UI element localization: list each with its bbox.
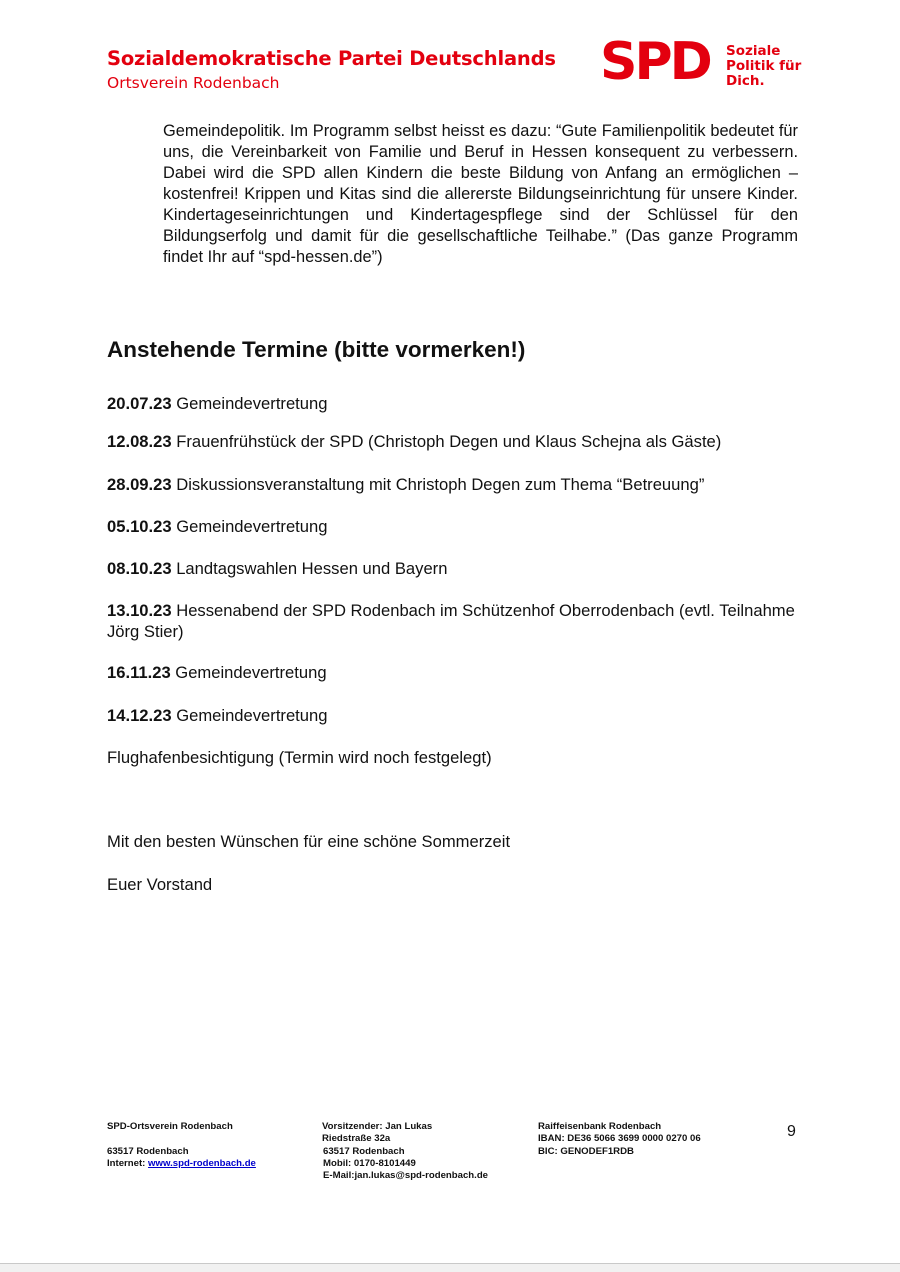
appointment-text: Gemeindevertretung bbox=[171, 517, 328, 536]
appointment-text: Gemeindevertretung bbox=[171, 394, 328, 413]
appointment-item bbox=[107, 474, 807, 495]
page-number: 9 bbox=[787, 1123, 796, 1140]
footer-org-city: 63517 Rodenbach bbox=[107, 1146, 189, 1157]
appointment-undated: Flughafenbesichtigung (Termin wird noch festgelegt) bbox=[107, 748, 492, 767]
appointment-text: Hessenabend der SPD Rodenbach im Schützenhof Oberrodenbach (evtl. Teilnahme Jörg Stier) bbox=[107, 601, 795, 641]
tagline-line-3: Dich. bbox=[726, 73, 765, 89]
spd-logo-tagline bbox=[726, 44, 801, 89]
appointment-text: Landtagswahlen Hessen und Bayern bbox=[171, 559, 448, 578]
appointment-text: Frauenfrühstück der SPD (Christoph Degen und Klaus Schejna als Gäste) bbox=[171, 432, 722, 451]
appointment-item bbox=[107, 705, 807, 726]
footer-email: E-Mail:jan.lukas@spd-rodenbach.de bbox=[323, 1170, 489, 1181]
footer-chair: Vorsitzender: Jan Lukas bbox=[322, 1121, 433, 1132]
appointment-item bbox=[107, 516, 807, 537]
tagline-line-2: Politik für bbox=[726, 58, 802, 74]
website-link[interactable]: www.spd-rodenbach.de bbox=[148, 1158, 256, 1169]
appointment-date: 12.08.23 bbox=[107, 432, 172, 451]
appointment-item bbox=[107, 393, 807, 414]
appointment-date: 14.12.23 bbox=[107, 706, 172, 725]
appointment-text: Gemeindevertretung bbox=[170, 663, 327, 682]
footer-internet bbox=[107, 1158, 256, 1171]
closing-signature: Euer Vorstand bbox=[107, 875, 213, 894]
appointment-date: 28.09.23 bbox=[107, 475, 172, 494]
footer-iban: IBAN: DE36 5066 3699 0000 0270 06 bbox=[538, 1133, 701, 1144]
footer-bank: Raiffeisenbank Rodenbach bbox=[538, 1121, 662, 1132]
appointment-text: Gemeindevertretung bbox=[171, 706, 328, 725]
appointment-item bbox=[107, 600, 807, 642]
appointment-text: Diskussionsveranstaltung mit Christoph Degen zum Thema “Betreuung” bbox=[171, 475, 705, 494]
appointment-item bbox=[107, 558, 807, 579]
appointment-item bbox=[107, 431, 807, 452]
org-subtitle: Ortsverein Rodenbach bbox=[107, 74, 280, 92]
appointment-date: 08.10.23 bbox=[107, 559, 172, 578]
spd-logo-wordmark: SPD bbox=[600, 32, 710, 92]
org-title: Sozialdemokratische Partei Deutschlands bbox=[107, 47, 556, 70]
footer-chair-city: 63517 Rodenbach bbox=[323, 1146, 405, 1157]
footer-bic: BIC: GENODEF1RDB bbox=[538, 1146, 634, 1157]
footer-org-name: SPD-Ortsverein Rodenbach bbox=[107, 1121, 233, 1132]
appointment-date: 16.11.23 bbox=[107, 663, 171, 682]
footer-internet-label: Internet: bbox=[107, 1158, 149, 1169]
appointment-date: 20.07.23 bbox=[107, 394, 172, 413]
appointments-heading: Anstehende Termine (bitte vormerken!) bbox=[107, 337, 526, 362]
tagline-line-1: Soziale bbox=[726, 43, 781, 59]
intro-text: Gemeindepolitik. Im Programm selbst heisst es dazu: “Gute Familienpolitik bedeutet für uns, die Vereinbarkeit von Familie und Beruf in Hessen konsequent zu verbessern. Dabei wird die SPD allen Kindern die beste Bildung von Anfang an ermöglichen – kostenfrei! Krippen und Kitas sind die allererste Bildungseinrichtung für unsere Kinder. Kindertageseinrichtungen und Kindertagespflege sind der Schlüssel für den Bildungserfolg und damit für die gesellschaftliche Teilhabe.” (Das ganze Programm findet Ihr auf “spd-hessen.de”) bbox=[163, 122, 798, 266]
appointment-date: 13.10.23 bbox=[107, 601, 172, 620]
closing-greeting: Mit den besten Wünschen für eine schöne Sommerzeit bbox=[107, 832, 511, 851]
intro-paragraph bbox=[163, 121, 798, 268]
appointment-item bbox=[107, 662, 807, 683]
appointment-date: 05.10.23 bbox=[107, 517, 172, 536]
footer-mobile: Mobil: 0170-8101449 bbox=[323, 1158, 416, 1169]
footer-street: Riedstraße 32a bbox=[322, 1133, 391, 1144]
